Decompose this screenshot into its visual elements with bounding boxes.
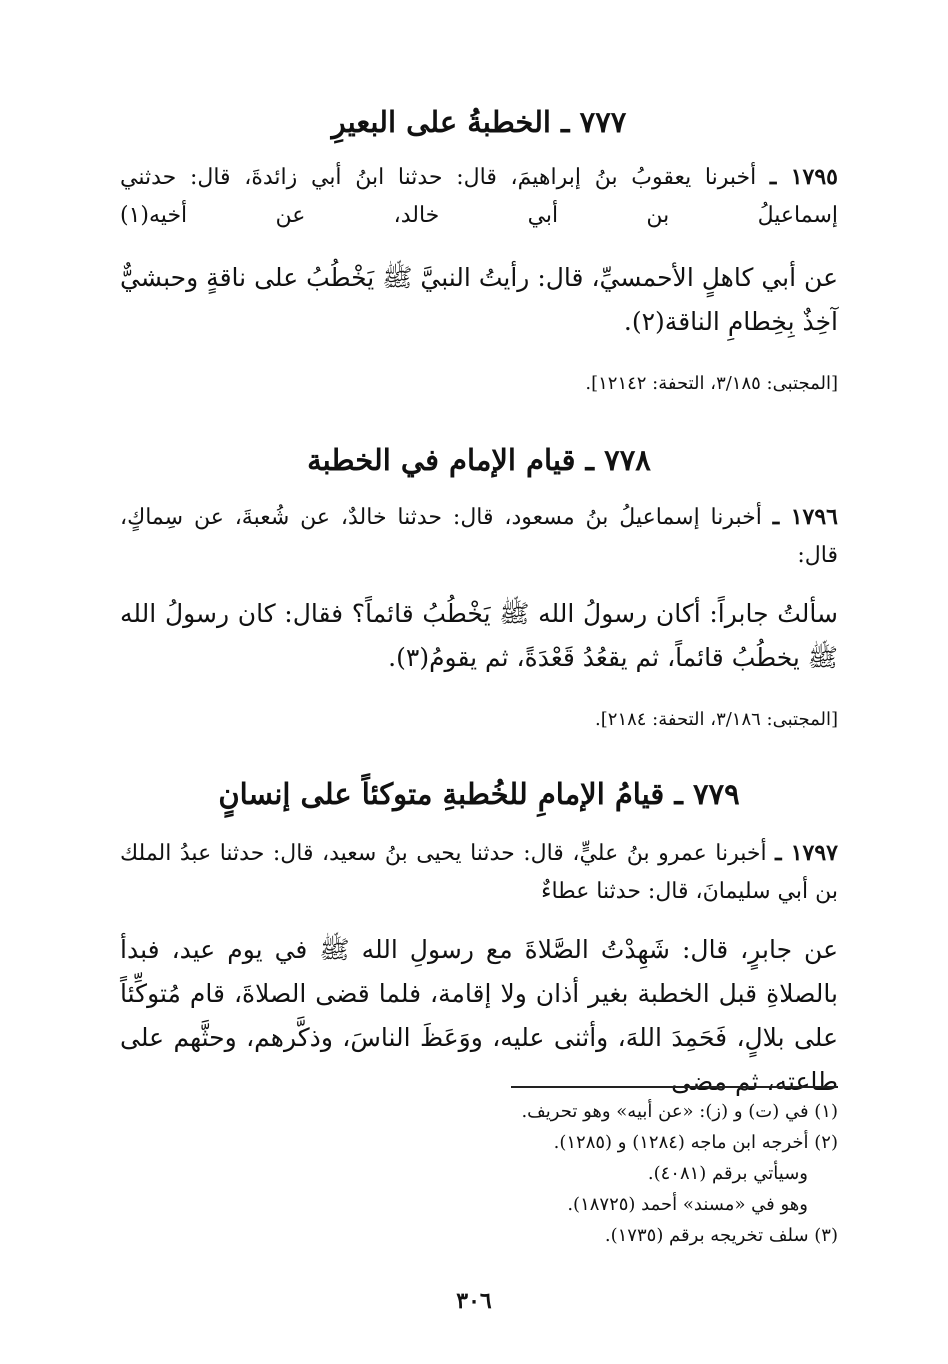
footnote-2-continued: وسيأتي برقم (٤٠٨١).: [647, 1163, 808, 1184]
hadith-1796-isnad: [120, 498, 838, 575]
footnote-separator: [511, 1086, 838, 1088]
footnote-3: (٣) سلف تخريجه برقم (١٧٣٥).: [604, 1225, 838, 1246]
chapter-heading-778: ٧٧٨ ـ قيام الإمام في الخطبة: [307, 443, 651, 477]
page-number: ٣٠٦: [456, 1288, 492, 1314]
hadith-1797-matn: عن جابرٍ، قال: شَهِدْتُ الصَّلاةَ مع رسولِ الله ﷺ في يوم عيد، فبدأ بالصلاةِ قبل الخطبة بغير أذان ولا إقامة، فلما قضى الصلاةَ، قام مُتوكِّئاً على بلالٍ، فَحَمِدَ اللهَ، وأثنى عليه، ووَعَظَ الناسَ، وذكَّرهم، وحثَّهم على طاعته، ثم مضى: [120, 935, 838, 1096]
isnad-text: أخبرنا إسماعيلُ بنُ مسعود، قال: حدثنا خالدٌ، عن شُعبةَ، عن سِماكٍ، قال:: [120, 505, 838, 568]
hadith-number: ١٧٩٧ ـ: [775, 840, 838, 866]
hadith-1795-matn: عن أبي كاهلٍ الأحمسيِّ، قال: رأيتُ النبيَّ ﷺ يَخْطُبُ على ناقةٍ وحبشيٌّ آخِذٌ بِخِطامِ الناقة(٢).: [120, 263, 838, 336]
footnote-2: (٢) أخرجه ابن ماجه (١٢٨٤) و (١٢٨٥).: [553, 1132, 838, 1153]
chapter-heading-779: ٧٧٩ ـ قيامُ الإمامِ للخُطبةِ متوكئاً على إنسانٍ: [218, 777, 740, 811]
chapter-heading-777: ٧٧٧ ـ الخطبةُ على البعيرِ: [331, 105, 627, 139]
isnad-text: أخبرنا عمرو بنُ عليٍّ، قال: حدثنا يحيى بنُ سعيد، قال: حدثنا عبدُ الملك بن أبي سليمانَ، قال: حدثنا عطاءٌ: [120, 841, 838, 904]
hadith-1797-isnad: [120, 834, 838, 911]
hadith-1796-matn: سألتُ جابراً: أكان رسولُ الله ﷺ يَخْطُبُ قائماً؟ فقال: كان رسولُ الله ﷺ يخطُبُ قائماً، ثم يقعُدُ قَعْدَةً، ثم يقومُ(٣).: [120, 599, 838, 672]
footnotes: [120, 1096, 838, 1251]
footnote-1: (١) في (ت) و (ز): «عن أبيه» وهو تحريف.: [521, 1101, 838, 1122]
hadith-1795-isnad: [120, 158, 838, 235]
reference-1795: [المجتبى: ٣/١٨٥، التحفة: ١٢١٤٢].: [585, 373, 838, 394]
isnad-text: أخبرنا يعقوبُ بنُ إبراهيمَ، قال: حدثنا ابنُ أبي زائدةَ، قال: حدثني إسماعيلُ بن أبي خالد، عن أخيه(١): [120, 165, 838, 228]
reference-1796: [المجتبى: ٣/١٨٦، التحفة: ٢١٨٤].: [595, 709, 838, 730]
footnote-2-continued: وهو في «مسند» أحمد (١٨٧٢٥).: [567, 1194, 808, 1215]
hadith-number: ١٧٩٦ ـ: [772, 504, 838, 530]
hadith-number: ١٧٩٥ ـ: [769, 164, 838, 190]
